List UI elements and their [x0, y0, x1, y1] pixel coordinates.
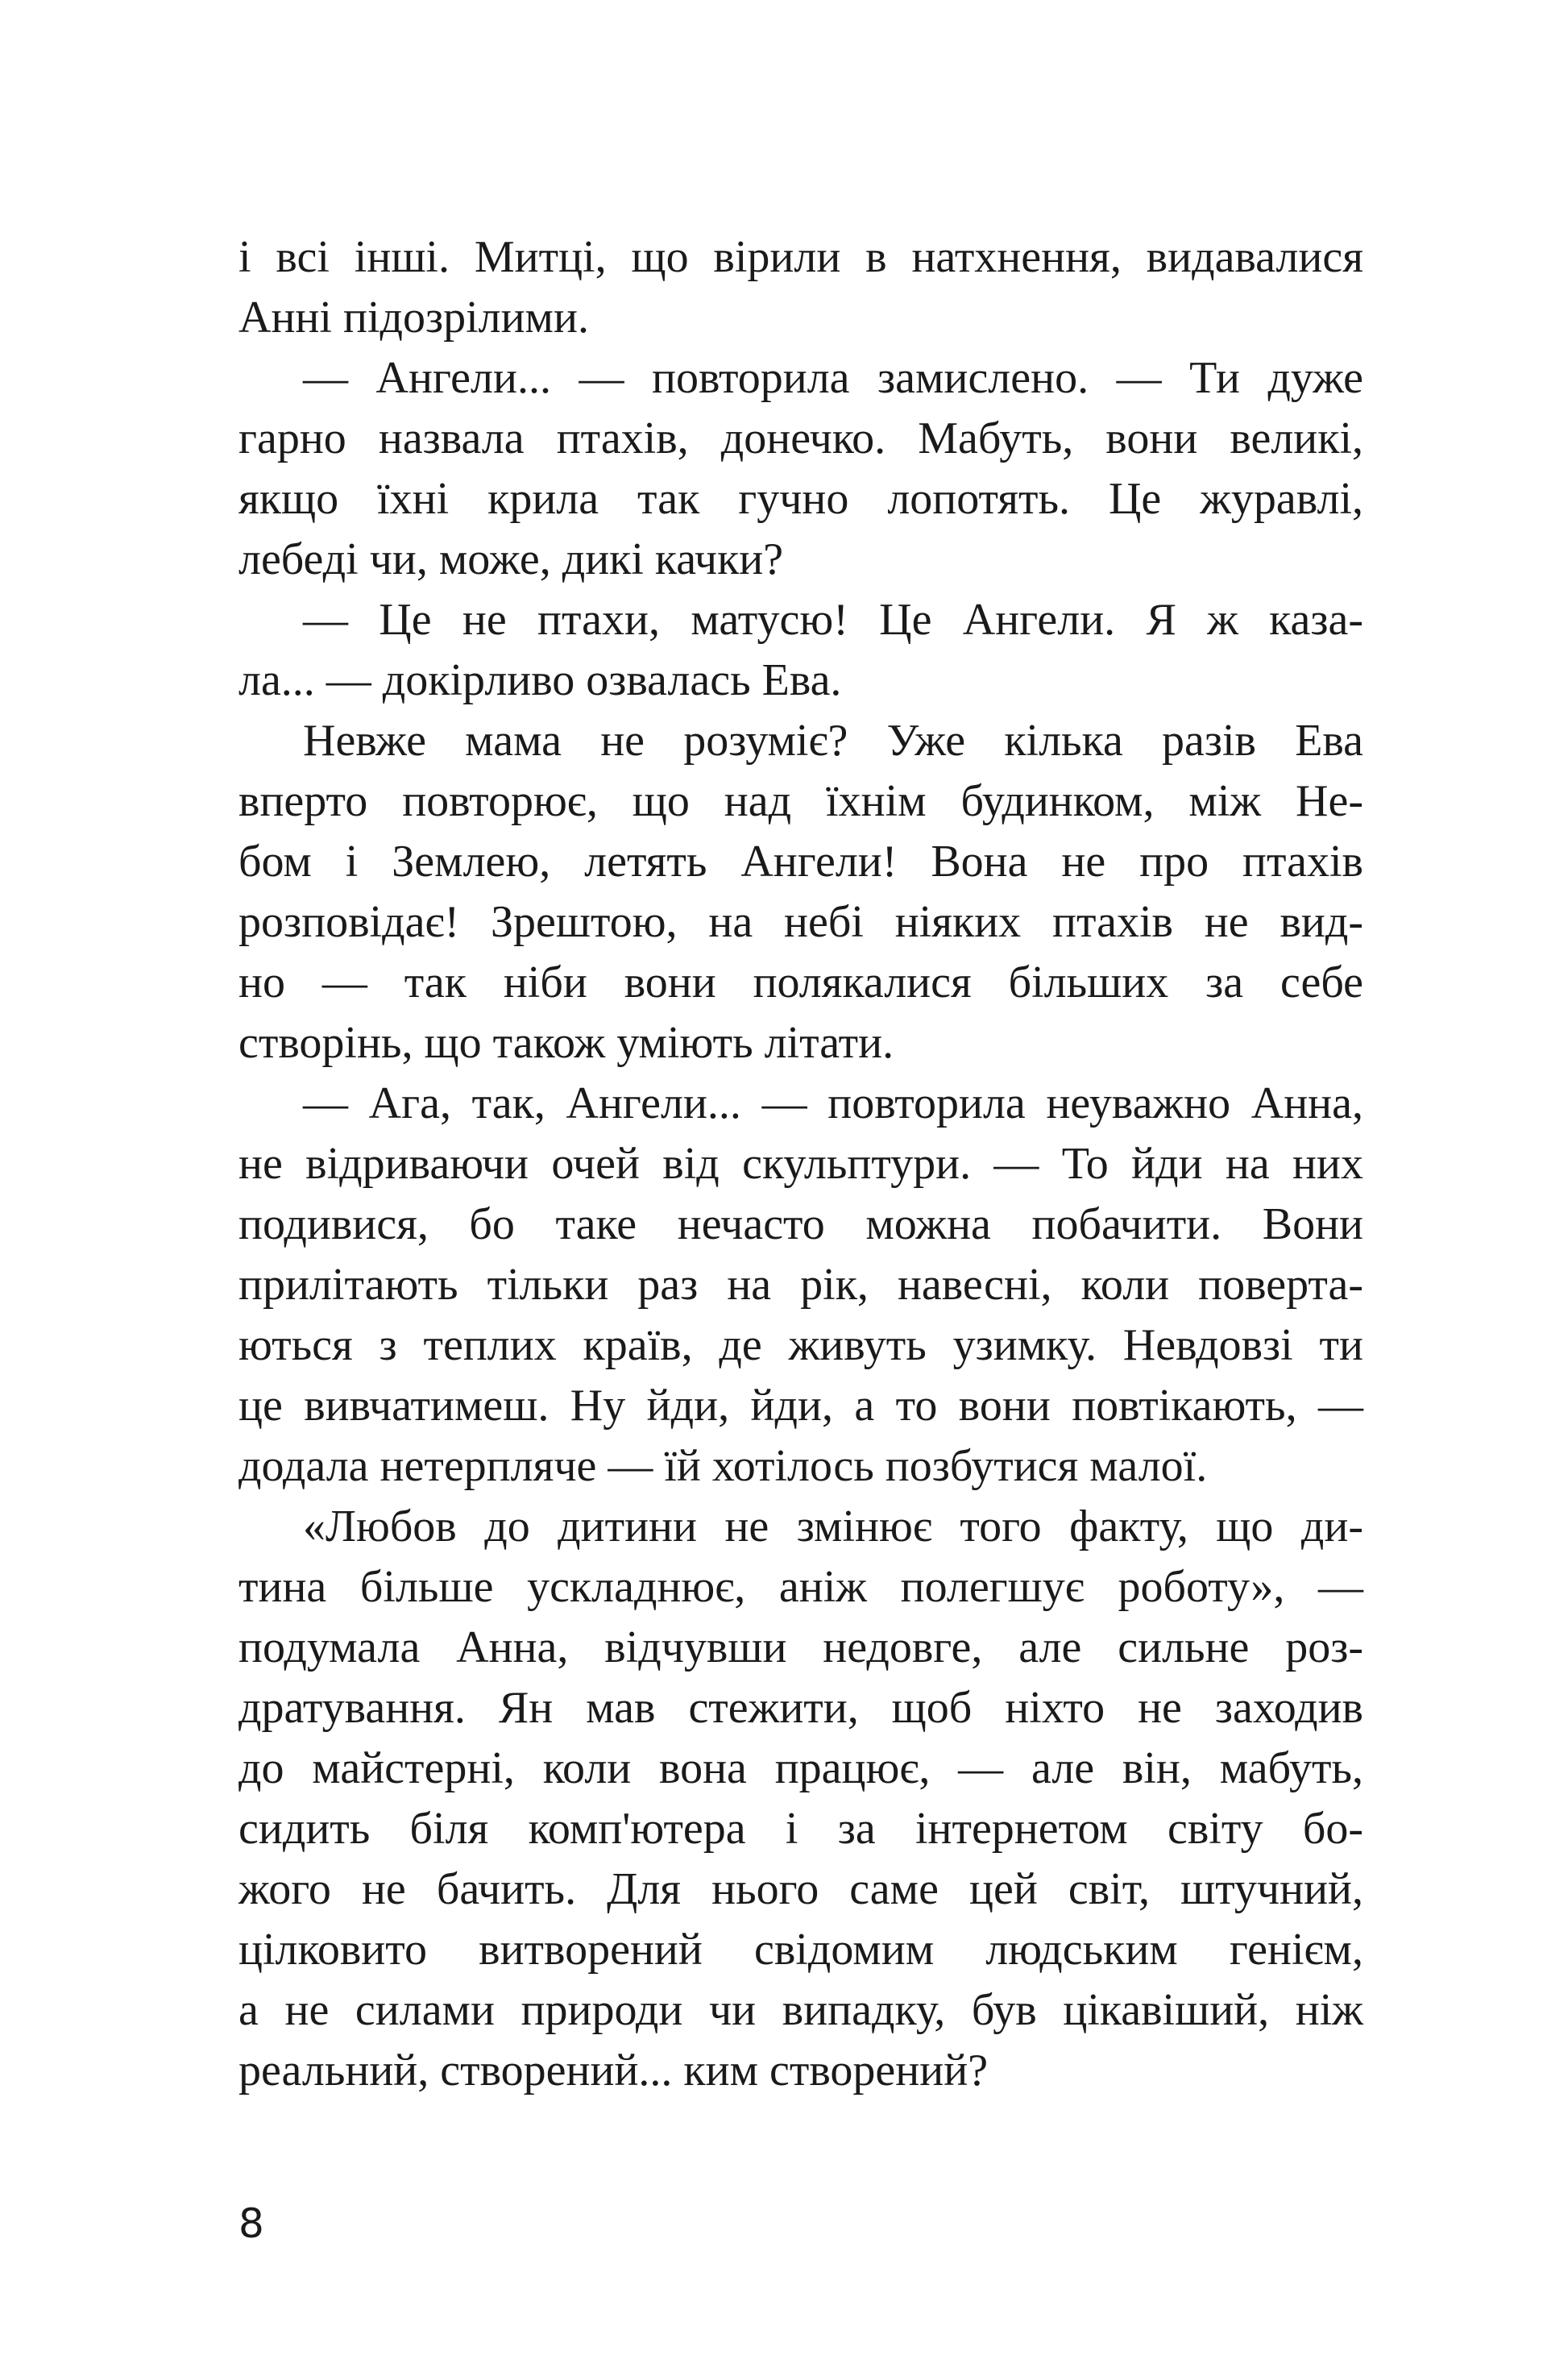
- text-line: гарно назвала птахів, донечко. Мабуть, вони великі,: [238, 413, 1363, 463]
- text-line: не відриваючи очей від скульптури. — То йди на них: [238, 1139, 1363, 1189]
- text-line: жого не бачить. Для нього саме цей світ, штучний,: [238, 1864, 1363, 1914]
- text-line: лебеді чи, може, дикі качки?: [238, 534, 784, 584]
- text-line: якщо їхні крила так гучно лопотять. Це журавлі,: [238, 474, 1363, 524]
- text-line: реальний, створений... ким створений?: [238, 2046, 989, 2095]
- text-line: вперто повторює, що над їхнім будинком, між Не-: [238, 776, 1363, 826]
- text-line: розповідає! Зрештою, на небі ніяких птахів не вид-: [238, 897, 1363, 947]
- text-line: додала нетерпляче — їй хотілось позбутися малої.: [238, 1441, 1208, 1491]
- text-line: но — так ніби вони полякалися більших за себе: [238, 957, 1363, 1007]
- text-line: і всі інші. Митці, що вірили в натхнення, видавалися: [238, 232, 1363, 282]
- page-number: 8: [238, 2200, 264, 2247]
- text-line: ла... — докірливо озвалась Ева.: [238, 655, 842, 705]
- text-line: Невже мама не розуміє? Уже кілька разів Ева: [303, 716, 1363, 766]
- text-line: подумала Анна, відчувши недовге, але сильне роз-: [238, 1622, 1363, 1672]
- text-line: Анні підозрілими.: [238, 293, 589, 343]
- text-line: ються з теплих країв, де живуть узимку. Невдовзі ти: [238, 1320, 1363, 1370]
- text-line: створінь, що також уміють літати.: [238, 1018, 894, 1068]
- text-line: подивися, бо таке нечасто можна побачити. Вони: [238, 1199, 1363, 1249]
- text-line: до майстерні, коли вона працює, — але він, мабуть,: [238, 1743, 1363, 1793]
- text-line: — Ангели... — повторила замислено. — Ти дуже: [303, 353, 1363, 403]
- text-line: — Це не птахи, матусю! Це Ангели. Я ж каза-: [303, 595, 1363, 645]
- text-line: сидить біля комп'ютера і за інтернетом світу бо-: [238, 1804, 1363, 1854]
- text-line: тина більше ускладнює, аніж полегшує роботу», —: [238, 1562, 1363, 1612]
- text-line: а не силами природи чи випадку, був цікавіший, ніж: [238, 1985, 1363, 2035]
- text-line: цілковито витворений свідомим людським генієм,: [238, 1925, 1363, 1975]
- text-line: прилітають тільки раз на рік, навесні, коли поверта-: [238, 1260, 1363, 1310]
- text-line: бом і Землею, летять Ангели! Вона не про птахів: [238, 837, 1363, 887]
- text-line: це вивчатимеш. Ну йди, йди, а то вони повтікають, —: [238, 1381, 1363, 1431]
- text-line: — Ага, так, Ангели... — повторила неуважно Анна,: [303, 1078, 1363, 1128]
- page-text: [238, 227, 1363, 2101]
- text-line: «Любов до дитини не змінює того факту, що ди-: [303, 1502, 1363, 1551]
- text-line: дратування. Ян мав стежити, щоб ніхто не заходив: [238, 1683, 1363, 1733]
